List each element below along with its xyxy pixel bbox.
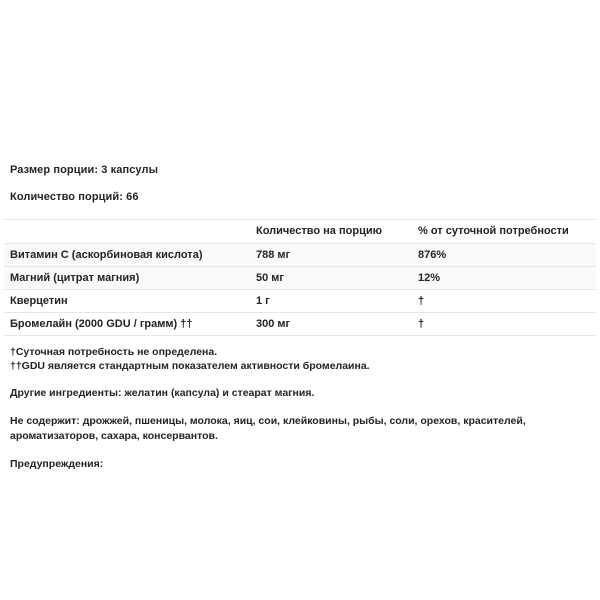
free-from-text: Не содержит: дрожжей, пшеницы, молока, яиц, сои, клейковины, рыбы, соли, орехов, красителей, ароматизаторов, сахара, консервантов. — [10, 415, 526, 442]
table-row — [4, 290, 596, 313]
servings-per-container-line: Количество порций: 66 — [10, 191, 139, 203]
nutrient-name: Витамин С (аскорбиновая кислота) — [4, 244, 250, 267]
table-body — [4, 244, 596, 336]
warnings-label: Предупреждения: — [10, 458, 104, 470]
table-header — [4, 220, 596, 244]
nutrient-amount: 788 мг — [250, 244, 412, 267]
table-row — [4, 267, 596, 290]
nutrient-amount: 50 мг — [250, 267, 412, 290]
notes-section — [0, 345, 600, 472]
footnote-daily-value: †Суточная потребность не определена. — [10, 346, 218, 358]
nutrient-name: Кверцетин — [4, 290, 250, 313]
other-ingredients-block — [10, 386, 600, 401]
nutrient-amount: 1 г — [250, 290, 412, 313]
column-header-amount-per-serving: Количество на порцию — [250, 220, 412, 244]
supplement-facts-content — [0, 163, 600, 472]
column-header-daily-value: % от суточной потребности — [412, 220, 596, 244]
column-header-nutrient — [4, 220, 250, 244]
free-from-block — [10, 414, 600, 444]
table-header-row — [4, 220, 596, 244]
nutrient-name: Магний (цитрат магния) — [4, 267, 250, 290]
nutrient-daily-value: † — [412, 313, 596, 336]
table-row — [4, 244, 596, 267]
nutrient-daily-value: 876% — [412, 244, 596, 267]
serving-size-line: Размер порции: 3 капсулы — [10, 164, 159, 176]
nutrient-daily-value: 12% — [412, 267, 596, 290]
warnings-block — [10, 457, 600, 472]
nutrient-amount: 300 мг — [250, 313, 412, 336]
nutrient-daily-value: † — [412, 290, 596, 313]
nutrient-name: Бромелайн (2000 GDU / грамм) †† — [4, 313, 250, 336]
supplement-facts-table — [4, 219, 596, 336]
table-row — [4, 313, 596, 336]
other-ingredients-text: Другие ингредиенты: желатин (капсула) и стеарат магния. — [10, 387, 315, 399]
footnote-gdu: ††GDU является стандартным показателем активности бромелаина. — [10, 360, 370, 372]
